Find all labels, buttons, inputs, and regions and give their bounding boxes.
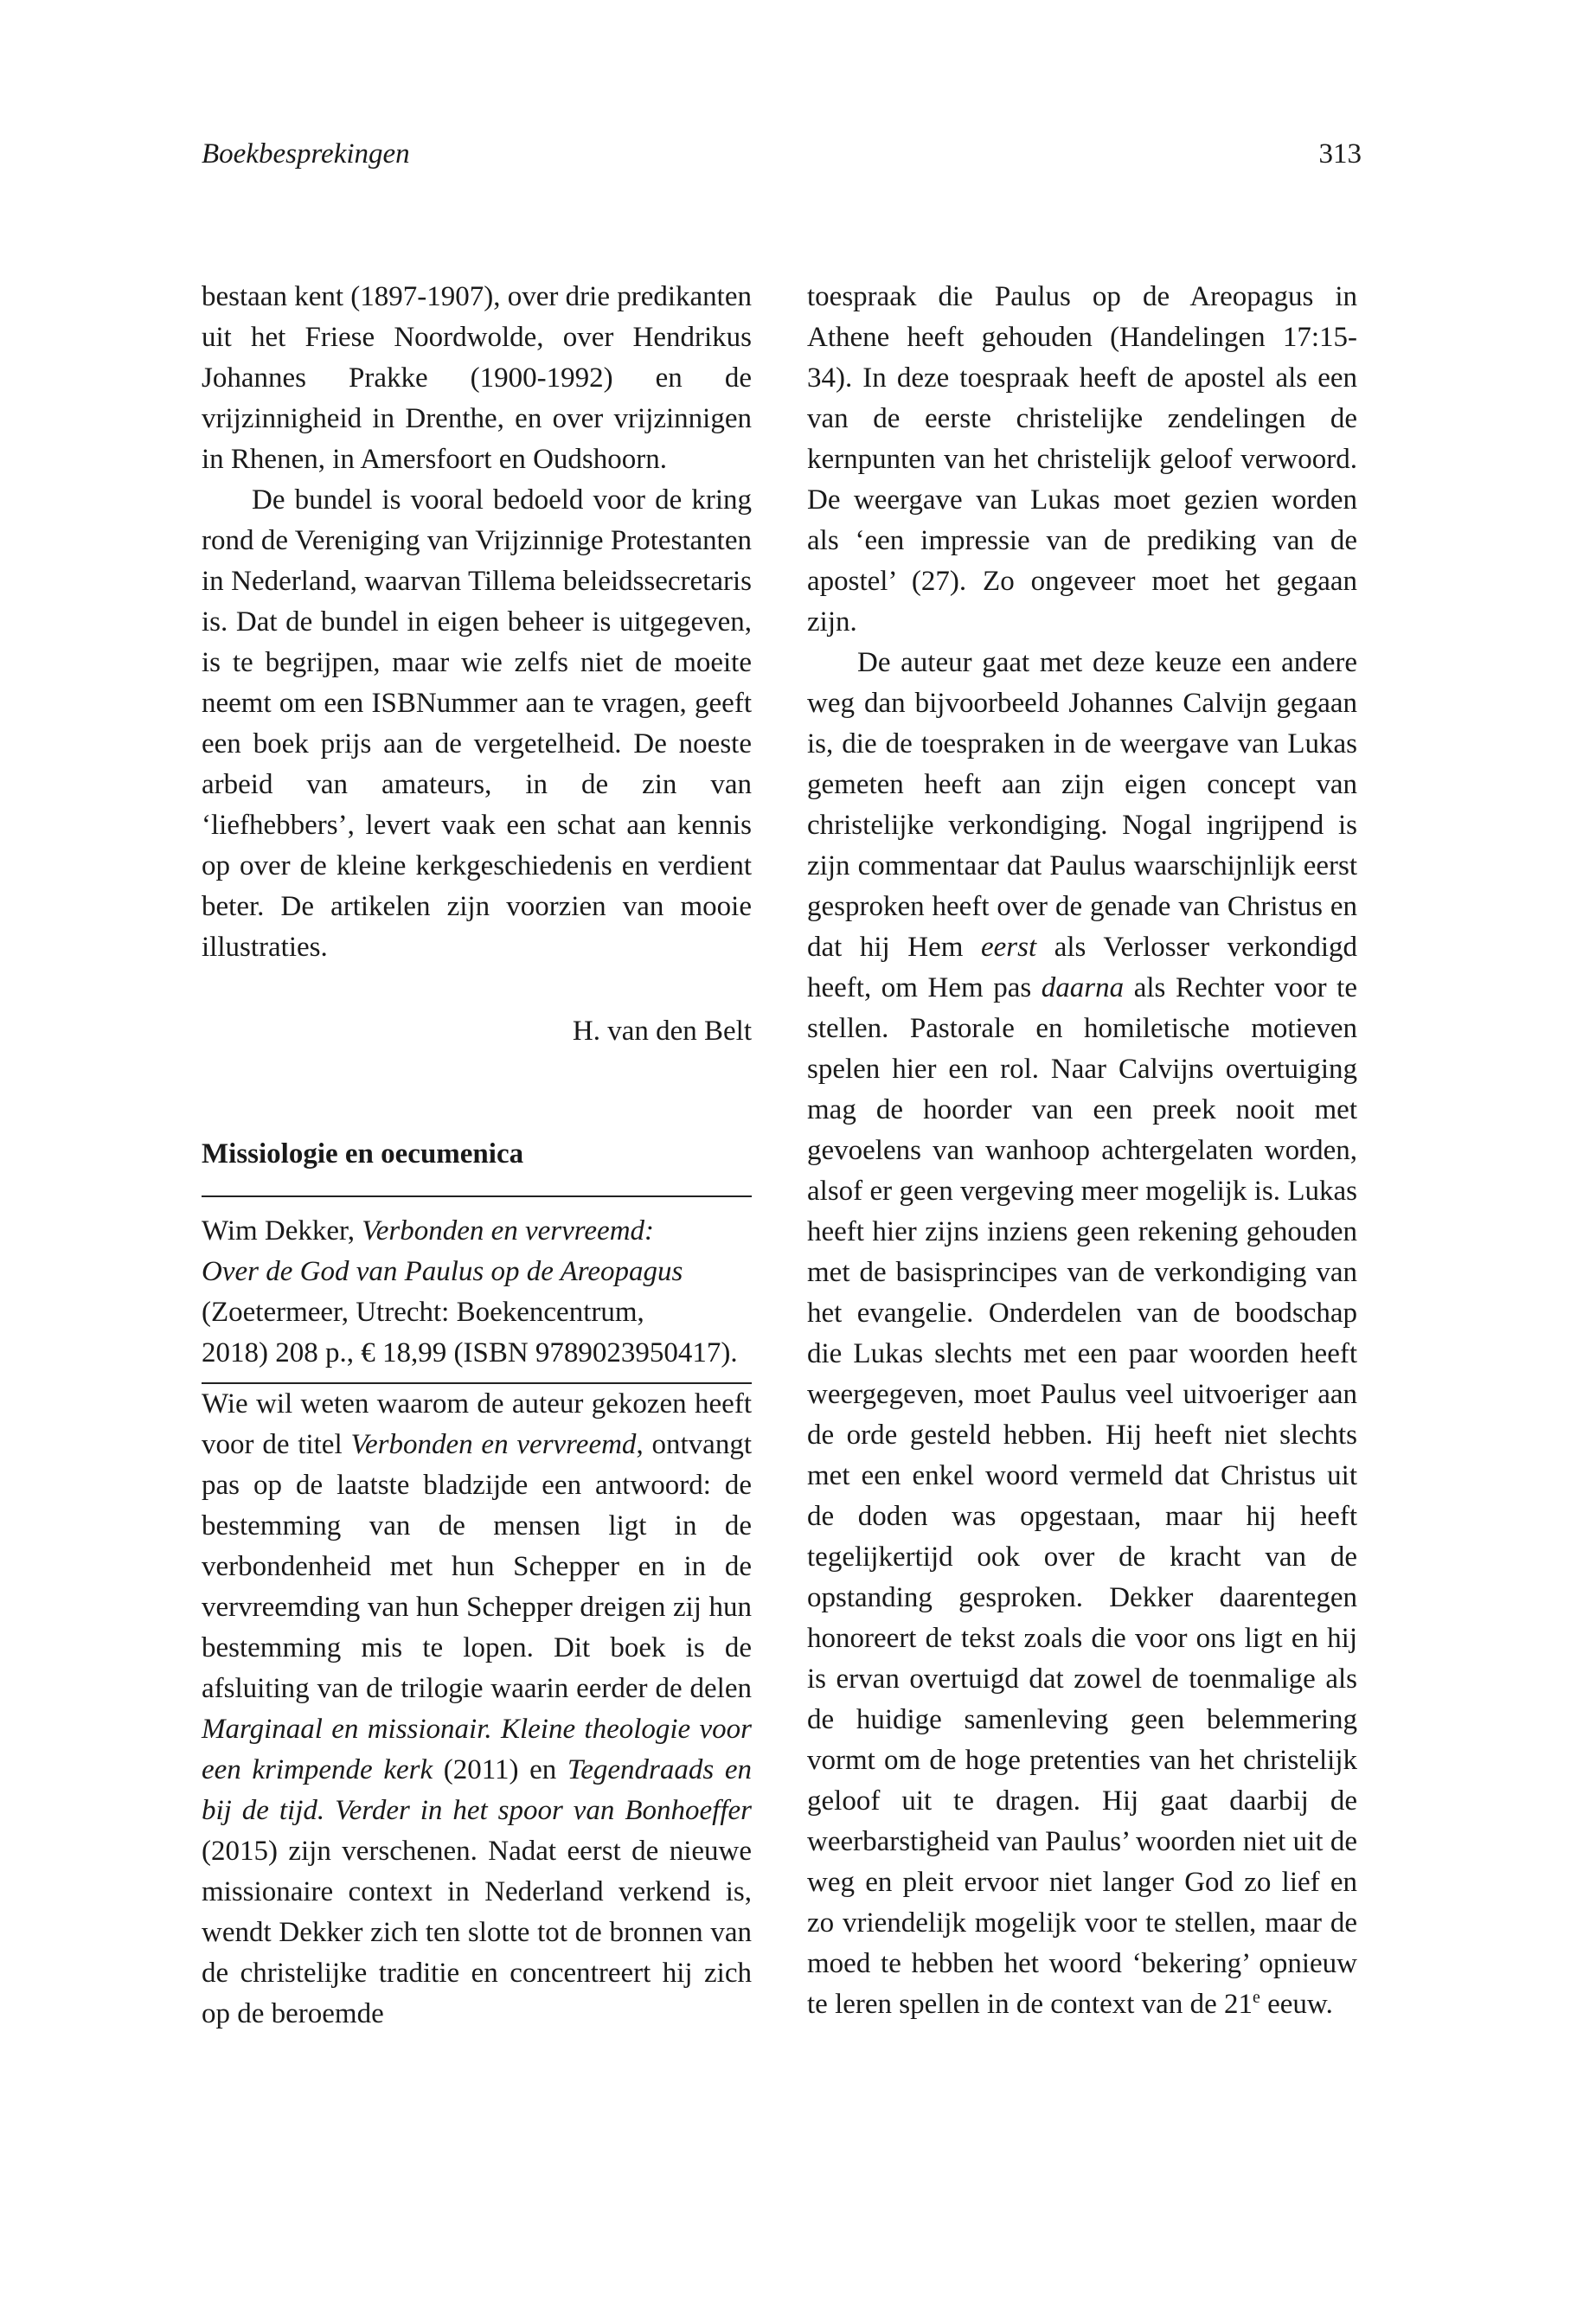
review-italic-title: Tegendraads en bij de tijd. Verder in het spoor van Bonhoeffer [202, 1754, 752, 1826]
review-text: Wie wil weten waarom de auteur gekozen heeft voor de titel [202, 1388, 752, 1460]
review-text: als Verlosser verkondigd heeft, om Hem pas [807, 932, 1357, 1003]
book-citation-line-1 [202, 1211, 752, 1252]
review-paragraph-2: toespraak die Paulus op de Areopagus in Athene heeft gehouden (Handelingen 17:15-34). In deze toespraak heeft de apostel als een van de eerste christelijke zendelingen de kernpunten van het christelijk geloof verwoord. De weergave van Lukas moet gezien worden als ‘een impressie van de prediking van de apostel’ (27). Zo ongeveer moet het gegaan zijn. [807, 281, 1357, 638]
running-header [202, 138, 1362, 190]
book-citation-line-2 [202, 1252, 752, 1292]
review-text: eeuw. [1259, 1989, 1333, 2020]
review-italic-word: eerst [980, 932, 1037, 963]
review-paragraph-1 [202, 1384, 752, 2035]
review-italic-word: daarna [1041, 972, 1125, 1003]
review-italic-title: Verbonden en vervreemd [350, 1429, 637, 1460]
book-author: Wim Dekker, [202, 1215, 355, 1247]
review-text: als Rechter voor te stellen. Pastorale en homiletische motieven spelen hier een rol. Naar Calvijns overtuiging mag de hoorder van een preek nooit met gevoelens van wanhoop achtergelaten worden, alsof er geen vergeving meer mogelijk is. Lukas heeft hier zijns inziens geen rekening gehouden met de basisprincipes van de verkondiging van het evangelie. Onderdelen van de boodschap die Lukas slechts met een paar woorden heeft weergegeven, moet Paulus veel uitvoeriger aan de orde gesteld hebben. Hij heeft niet slechts met een enkel woord vermeld dat Christus uit de doden was opgestaan, maar hij heeft tegelijkertijd ook over de kracht van de opstanding gesproken. Dekker daarentegen honoreert de tekst zoals die voor ons ligt en hij is ervan overtuigd dat zowel de toenmalige als de huidige samenleving geen belemmering vormt om de hoge pretenties van het christelijk geloof uit te dragen. Hij gaat daarbij de weerbarstigheid van Paulus’ woorden niet uit de weg en pleit ervoor niet langer God zo lief en zo vriendelijk mogelijk voor te stellen, maar de moed te hebben het woord ‘bekering’ opnieuw te leren spellen in de context van de 21 [807, 972, 1357, 2020]
book-publisher: (Zoetermeer, Utrecht: Boekencentrum, [202, 1297, 644, 1328]
running-title: Boekbesprekingen [202, 138, 410, 170]
paragraph-continued: bestaan kent (1897-1907), over drie predikanten uit het Friese Noordwolde, over Hendrikus Johannes Prakke (1900-1992) en de vrijzinnigheid in Drenthe, en over vrijzinnigen in Rhenen, in Amersfoort en Oudshoorn. [202, 281, 752, 475]
review-text: (2015) zijn verschenen. Nadat eerst de nieuwe missionaire context in Nederland verkend is, wendt Dekker zich ten slotte tot de bronnen van de christelijke traditie en concentreert hij zich op de beroemde [202, 1836, 752, 2029]
book-title-2: Over de God van Paulus op de Areopagus [202, 1256, 683, 1287]
left-column [202, 277, 752, 2035]
paragraph-bundel: De bundel is vooral bedoeld voor de kring rond de Vereniging van Vrijzinnige Protestanten in Nederland, waarvan Tillema beleidssecretaris is. Dat de bundel in eigen beheer is uitgegeven, is te begrijpen, maar wie zelfs niet de moeite neemt om een ISBNummer aan te vragen, geeft een boek prijs aan de vergetelheid. De noeste arbeid van amateurs, in de zin van ‘liefhebbers’, levert vaak een schat aan kennis op over de kleine kerkgeschiedenis en verdient beter. De artikelen zijn voorzien van mooie illustraties. [202, 484, 752, 963]
review-text: , ontvangt pas op de laatste bladzijde een antwoord: de bestemming van de mensen ligt in de verbondenheid met hun Schepper en in de vervreemding van hun Schepper dreigen zij hun bestemming mis te lopen. Dit boek is de afsluiting van de trilogie waarin eerder de delen [202, 1429, 753, 1704]
review-text: (2011) en [433, 1754, 567, 1785]
review-italic-title: Marginaal en missionair. Kleine theologie voor een krimpende kerk [202, 1714, 752, 1785]
review-paragraph-3 [807, 643, 1357, 2025]
page-number: 313 [1318, 138, 1362, 170]
right-column [807, 277, 1357, 2025]
section-heading: Missiologie en oecumenica [202, 1138, 524, 1170]
book-title-1: Verbonden en vervreemd: [362, 1215, 655, 1247]
superscript: e [1252, 1988, 1260, 2007]
review-text: De auteur gaat met deze keuze een andere weg dan bijvoorbeeld Johannes Calvijn gegaan is, die de toespraken in de weergave van Lukas gemeten heeft aan zijn eigen concept van christelijke verkondiging. Nogal ingrijpend is zijn commentaar dat Paulus waarschijnlijk eerst gesproken heeft over de genade van Christus en dat hij Hem [807, 647, 1357, 963]
reviewer-signature: H. van den Belt [572, 1016, 752, 1047]
book-citation [202, 1197, 752, 1382]
book-details: 2018) 208 p., € 18,99 (ISBN 9789023950417). [202, 1337, 738, 1368]
